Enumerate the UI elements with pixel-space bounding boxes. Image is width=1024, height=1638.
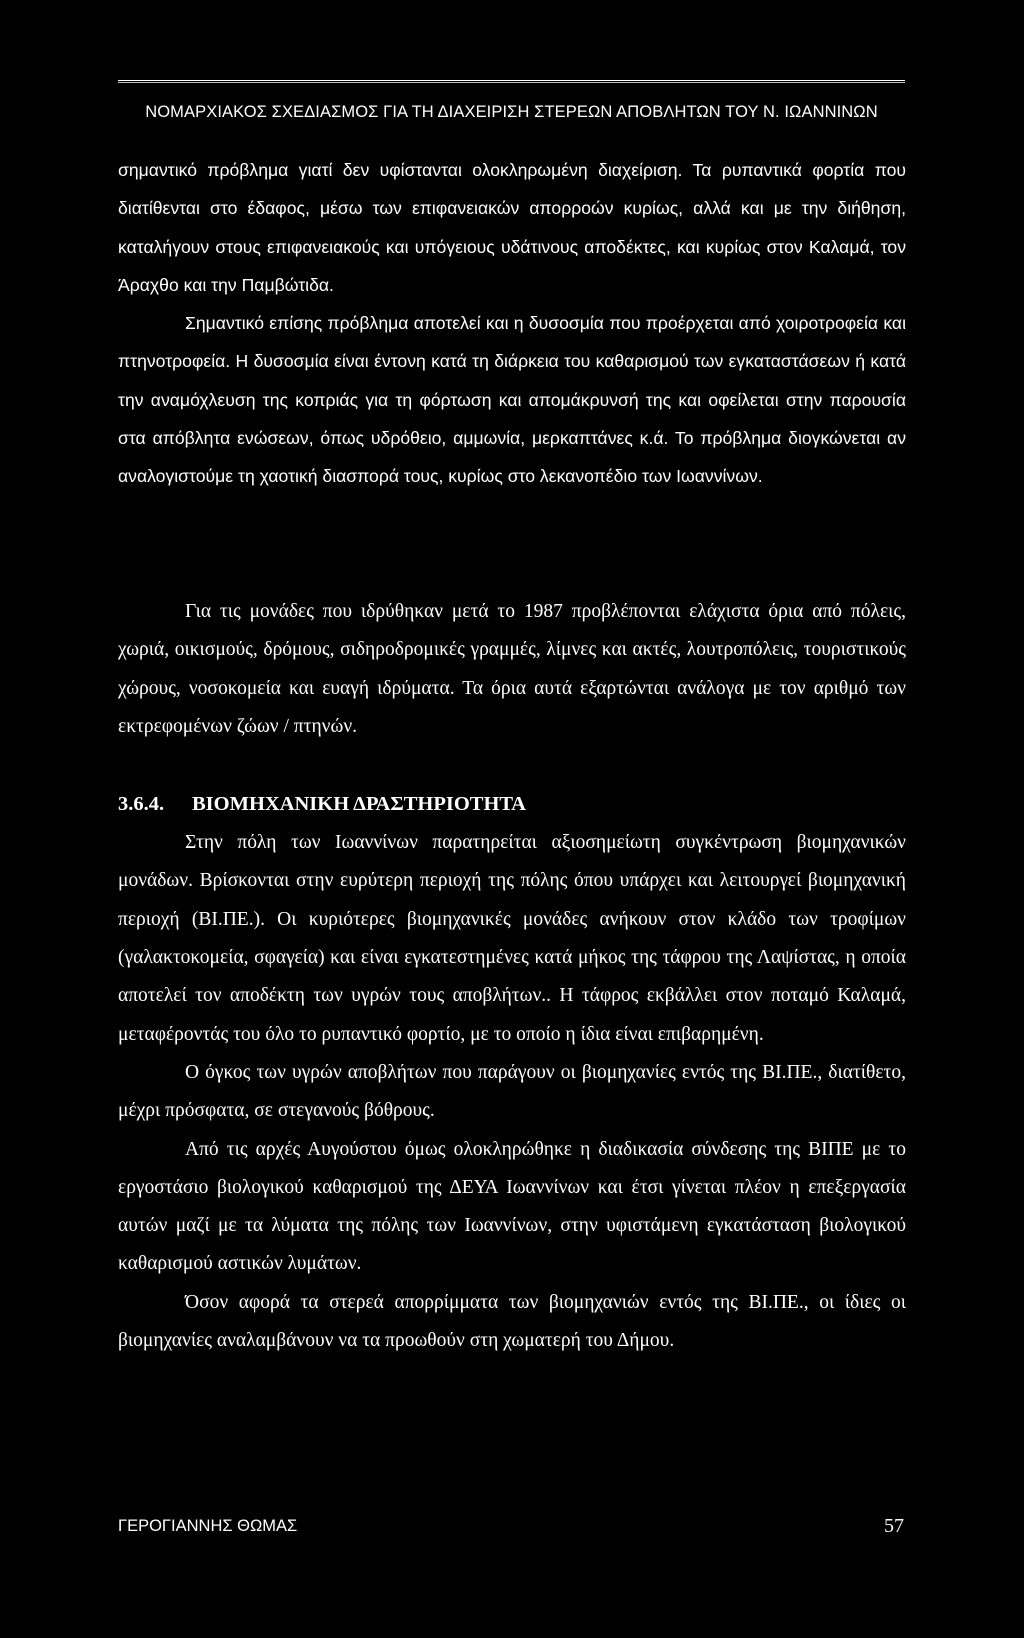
- header-rule: [118, 80, 905, 81]
- section-paragraph-3: Από τις αρχές Αυγούστου όμως ολοκληρώθηκε η διαδικασία σύνδεσης της ΒΙΠΕ με το εργοστάσιο βιολογικού καθαρισμού της ΔΕΥΑ Ιωαννίνων και έτσι γίνεται πλέον η επεξεργασία αυτών μαζί με τα λύματα της πόλης των Ιωαννίνων, στην υφιστάμενη εγκατάσταση βιολογικού καθαρισμού αστικών λυμάτων.: [118, 1138, 906, 1275]
- section-paragraph-2: Ο όγκος των υγρών αποβλήτων που παράγουν οι βιομηχανίες εντός της ΒΙ.ΠΕ., διατίθετο, μέχρι πρόσφατα, σε στεγανούς βόθρους.: [118, 1061, 906, 1122]
- running-header: ΝΟΜΑΡΧΙΑΚΟΣ ΣΧΕΔΙΑΣΜΟΣ ΓΙΑ ΤΗ ΔΙΑΧΕΙΡΙΣΗ ΣΤΕΡΕΩΝ ΑΠΟΒΛΗΤΩΝ ΤΟΥ Ν. ΙΩΑΝΝΙΝΩΝ: [145, 103, 878, 121]
- body-paragraph-1: σημαντικό πρόβλημα γιατί δεν υφίστανται ολοκληρωμένη διαχείριση. Τα ρυπαντικά φορτία που διατίθενται στο έδαφος, μέσω των επιφανειακών απορροών κυρίως, αλλά και με την διήθηση, καταλήγουν στους επιφανειακούς και υπόγειους υδάτινους αποδέκτες, και κυρίως στον Καλαμά, τον Άραχθο και την Παμβώτιδα.: [118, 160, 906, 295]
- body-paragraph-3: Για τις μονάδες που ιδρύθηκαν μετά το 1987 προβλέπονται ελάχιστα όρια από πόλεις, χωριά, οικισμούς, δρόμους, σιδηροδρομικές γραμμές, λίμνες και ακτές, λουτροπόλεις, τουριστικούς χώρους, νοσοκομεία και ευαγή ιδρύματα. Τα όρια αυτά εξαρτώνται ανάλογα με τον αριθμό των εκτρεφομένων ζώων / πτηνών.: [118, 601, 906, 737]
- section-title: ΒΙΟΜΗΧΑΝΙΚΗ ΔΡΑΣΤΗΡΙΟΤΗΤΑ: [192, 793, 526, 816]
- section-spacer: [118, 746, 906, 784]
- footer-author: ΓΕΡΟΓΙΑΝΝΗΣ ΘΩΜΑΣ: [118, 1517, 298, 1535]
- body-text-block: [118, 151, 906, 496]
- section-paragraph-1: Στην πόλη των Ιωαννίνων παρατηρείται αξιοσημείωτη συγκέντρωση βιομηχανικών μονάδων. Βρίσκονται στην ευρύτερη περιοχή της πόλης όπου υπάρχει και λειτουργεί βιομηχανική περιοχή (ΒΙ.ΠΕ.). Οι κυριότερες βιομηχανικές μονάδες ανήκουν στον κλάδο των τροφίμων (γαλακτοκομεία, σφαγεία) και είναι εγκατεστημένες κατά μήκος της τάφρου της Λαψίστας, η οποία αποτελεί τον αποδέκτη των υγρών τους αποβλήτων.. Η τάφρος εκβάλλει στον ποταμό Καλαμά, μεταφέροντάς του όλο το ρυπαντικό φορτίο, με το οποίο η ίδια είναι επιβαρημένη.: [118, 832, 906, 1045]
- section-heading: [118, 784, 906, 824]
- body-paragraph-2: Σημαντικό επίσης πρόβλημα αποτελεί και η δυσοσμία που προέρχεται από χοιροτροφεία και πτηνοτροφεία. Η δυσοσμία είναι έντονη κατά τη διάρκεια του καθαρισμού των εγκαταστάσεων ή κατά την αναμόχλευση της κοπριάς για τη φόρτωση και απομάκρυνσή της και οφείλεται στην παρουσία στα απόβλητα ενώσεων, όπως υδρόθειο, αμμωνία, μερκαπτάνες κ.ά. Το πρόβλημα διογκώνεται αν αναλογιστούμε τη χαοτική διασπορά τους, κυρίως στο λεκανοπέδιο των Ιωαννίνων.: [118, 313, 906, 487]
- section-number: 3.6.4.: [118, 793, 165, 816]
- header-rule-secondary: [118, 82, 905, 83]
- section-paragraph-4: Όσον αφορά τα στερεά απορρίμματα των βιομηχανιών εντός της ΒΙ.ΠΕ., οι ίδιες οι βιομηχανίες αναλαμβάνουν να τα προωθούν στη χωματερή του Δήμου.: [118, 1291, 906, 1352]
- page-number: 57: [884, 1515, 904, 1537]
- serif-text-block: [118, 593, 906, 1360]
